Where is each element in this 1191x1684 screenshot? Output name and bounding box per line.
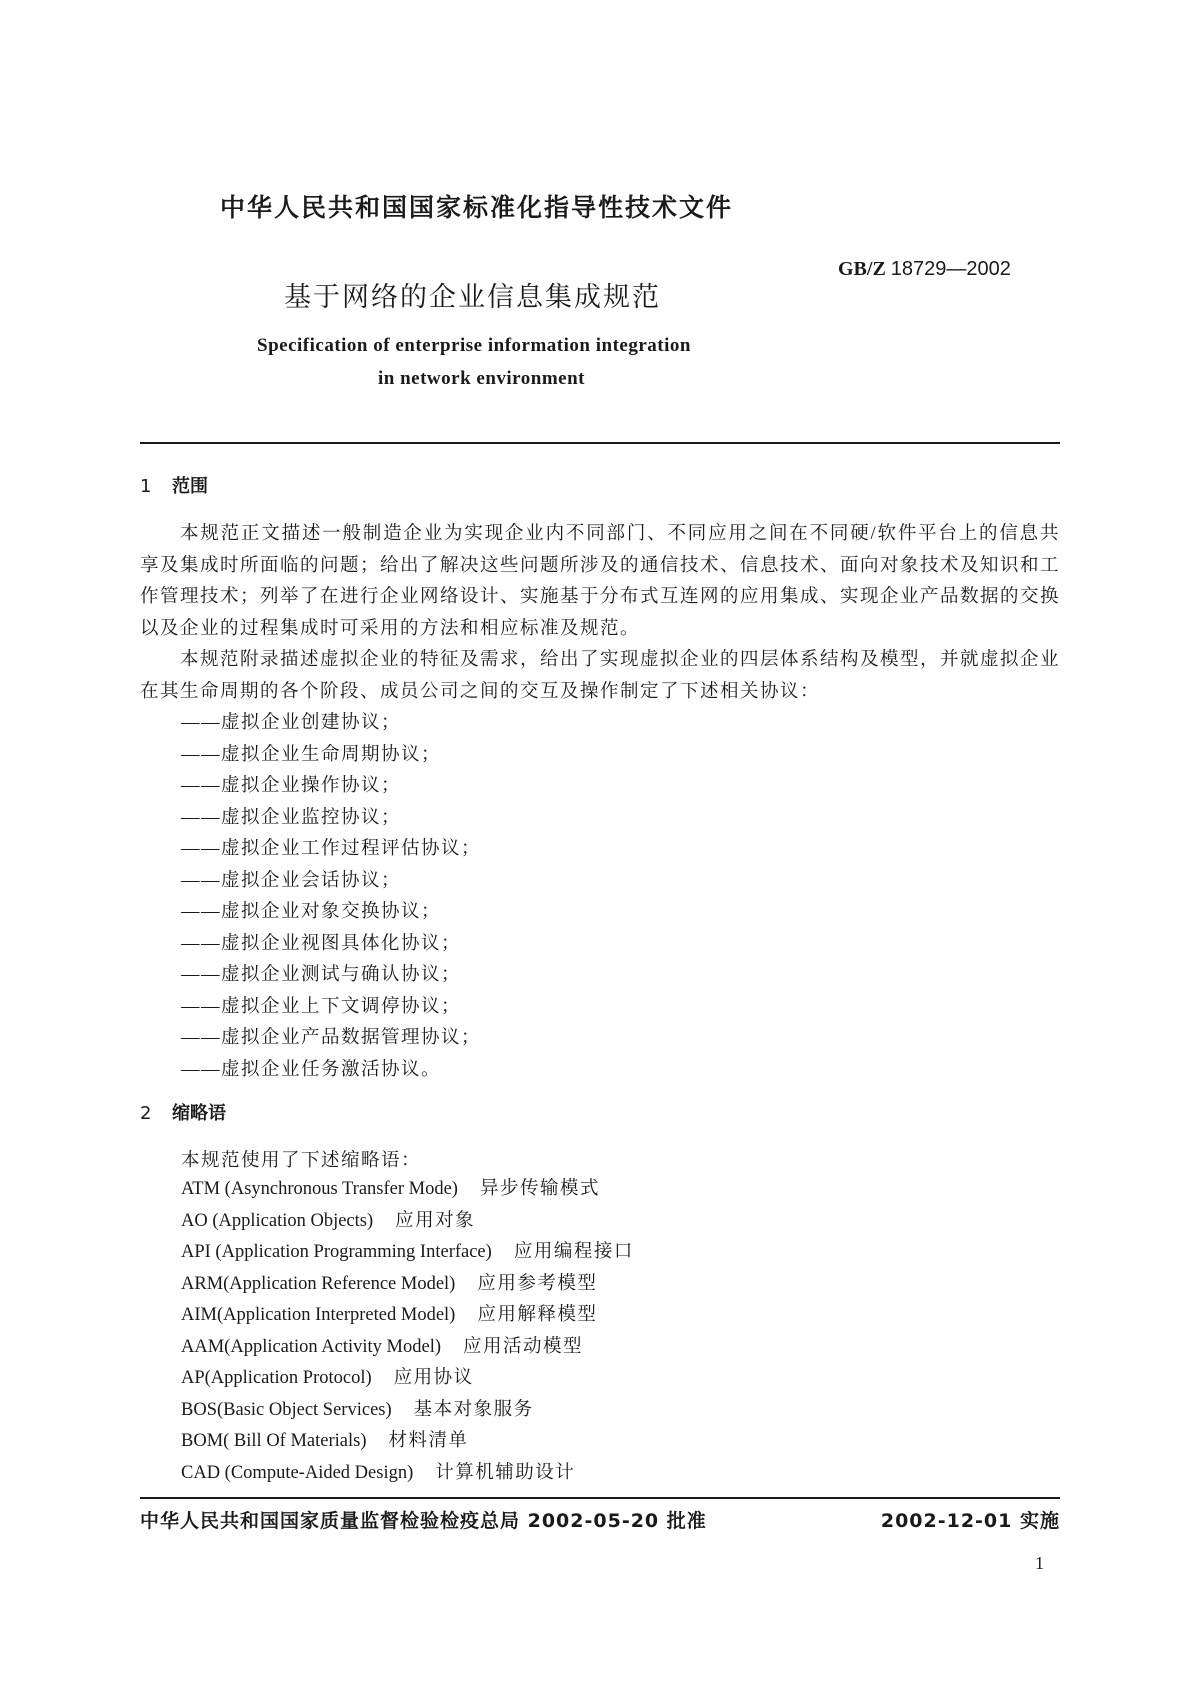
abbreviation-cn: 应用参考模型	[477, 1273, 598, 1294]
list-item: ——虚拟企业视图具体化协议；	[181, 933, 462, 954]
abbreviation-en: BOM( Bill Of Materials)	[181, 1431, 367, 1451]
document-title-cn: 基于网络的企业信息集成规范	[284, 282, 661, 313]
header-divider	[140, 442, 1060, 444]
list-item: ——虚拟企业任务激活协议。	[181, 1059, 442, 1080]
list-item: ——虚拟企业会话协议；	[181, 870, 402, 891]
effective-date: 2002-12-01 实施	[880, 1510, 1060, 1532]
section-1-paragraph-1: 本规范正文描述一般制造企业为实现企业内不同部门、不同应用之间在不同硬/软件平台上的信息共享及集成时所面临的问题；给出了解决这些问题所涉及的通信技术、信息技术、面向对象技术及知识和工作管理技术；列举了在进行企业网络设计、实施基于分布式互连网的应用集成、实现企业产品数据的交换以及企业的过程集成时可采用的方法和相应标准及规范。	[140, 524, 1061, 639]
abbreviation-cn: 异步传输模式	[479, 1179, 600, 1199]
list-item	[181, 1300, 634, 1332]
document-title-en-line2: in network environment	[378, 368, 585, 389]
list-item: ——虚拟企业工作过程评估协议；	[181, 839, 482, 859]
list-item	[181, 1206, 634, 1238]
list-item: ——虚拟企业对象交换协议；	[181, 902, 442, 922]
abbreviation-en: ARM(Application Reference Model)	[181, 1273, 456, 1294]
abbreviation-cn: 基本对象服务	[413, 1399, 534, 1420]
list-item: ——虚拟企业生命周期协议；	[181, 744, 442, 765]
list-item: ——虚拟企业创建协议；	[181, 713, 402, 733]
protocol-list	[181, 708, 481, 1086]
section-2-title: 缩略语	[172, 1103, 226, 1124]
list-item: ——虚拟企业测试与确认协议；	[181, 965, 462, 985]
document-title-en-line1: Specification of enterprise information integration	[257, 335, 691, 356]
list-item	[181, 1363, 634, 1395]
section-1-paragraph-2: 本规范附录描述虚拟企业的特征及需求，给出了实现虚拟企业的四层体系结构及模型，并就虚拟企业在其生命周期的各个阶段、成员公司之间的交互及操作制定了下述相关协议：	[140, 650, 1061, 702]
abbreviation-en: AO (Application Objects)	[181, 1210, 374, 1231]
section-1-title: 范围	[172, 476, 208, 497]
section-1-heading	[140, 472, 208, 498]
footer-divider	[140, 1497, 1060, 1499]
section-1-number: 1	[140, 476, 152, 497]
page-number: 1	[1035, 1553, 1044, 1573]
standard-code	[838, 258, 1011, 281]
document-category-title: 中华人民共和国国家标准化指导性技术文件	[220, 193, 734, 222]
abbreviation-en: CAD (Compute-Aided Design)	[181, 1462, 414, 1483]
abbreviation-en: AIM(Application Interpreted Model)	[181, 1305, 456, 1325]
standard-code-prefix: GB/Z	[838, 258, 886, 280]
list-item: ——虚拟企业产品数据管理协议；	[181, 1028, 482, 1048]
list-item	[181, 1174, 634, 1206]
list-item	[181, 1458, 634, 1490]
abbreviation-list	[181, 1174, 634, 1489]
abbreviation-en: AAM(Application Activity Model)	[181, 1336, 441, 1357]
section-2-heading	[140, 1099, 226, 1125]
abbreviation-cn: 应用活动模型	[463, 1336, 584, 1357]
abbreviation-en: ATM (Asynchronous Transfer Mode)	[181, 1179, 458, 1199]
abbreviation-en: AP(Application Protocol)	[181, 1368, 372, 1388]
abbreviation-en: API (Application Programming Interface)	[181, 1242, 492, 1262]
list-item	[181, 1269, 634, 1301]
list-item: ——虚拟企业上下文调停协议；	[181, 996, 462, 1017]
abbreviation-cn: 应用编程接口	[513, 1242, 634, 1262]
abbreviation-cn: 材料清单	[388, 1431, 469, 1451]
approval-line: 中华人民共和国国家质量监督检验检疫总局 2002-05-20 批准	[140, 1510, 707, 1532]
list-item	[181, 1395, 634, 1427]
abbreviation-cn: 应用解释模型	[477, 1305, 598, 1325]
abbreviation-cn: 应用协议	[393, 1368, 474, 1388]
abbreviation-cn: 计算机辅助设计	[435, 1462, 576, 1483]
list-item: ——虚拟企业监控协议；	[181, 807, 402, 828]
list-item	[181, 1237, 634, 1269]
abbreviation-en: BOS(Basic Object Services)	[181, 1399, 392, 1420]
section-2-number: 2	[140, 1103, 152, 1124]
list-item: ——虚拟企业操作协议；	[181, 776, 402, 796]
list-item	[181, 1332, 634, 1364]
section-2-intro: 本规范使用了下述缩略语：	[181, 1151, 422, 1171]
standard-code-number: 18729—2002	[890, 258, 1011, 280]
abbreviation-cn: 应用对象	[395, 1210, 476, 1231]
list-item	[181, 1426, 634, 1458]
